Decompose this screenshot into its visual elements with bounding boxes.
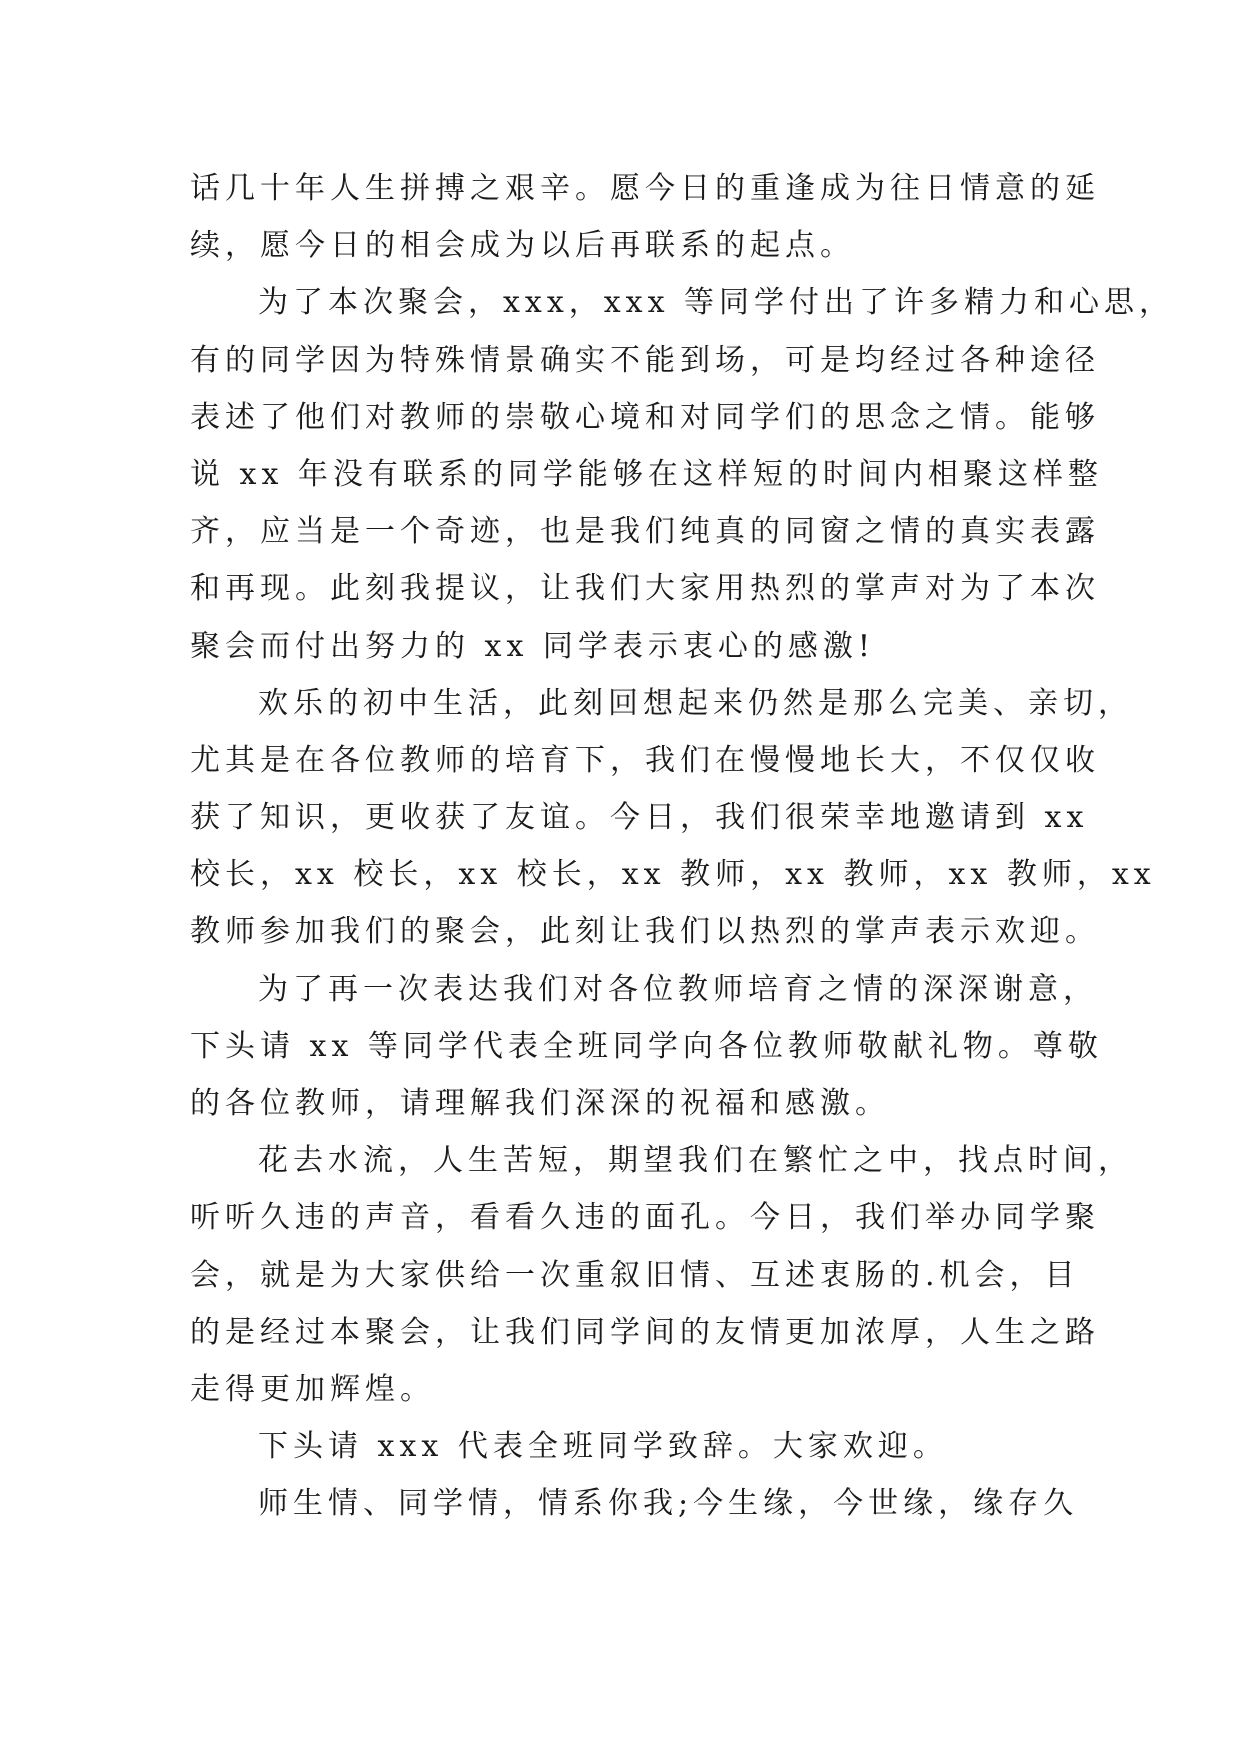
paragraph-start-line: 欢乐的初中生活，此刻回想起来仍然是那么完美、亲切，	[258, 685, 1133, 721]
text-line: 下头请 xx 等同学代表全班同学向各位教师敬献礼物。尊敬	[190, 1028, 1103, 1064]
text-line: 尤其是在各位教师的培育下，我们在慢慢地长大，不仅仅收	[190, 742, 1100, 778]
text-line: 有的同学因为特殊情景确实不能到场，可是均经过各种途径	[190, 342, 1100, 378]
paragraph-start-line: 下头请 xxx 代表全班同学致辞。大家欢迎。	[258, 1429, 948, 1465]
paragraph-start-line: 为了本次聚会，xxx，xxx 等同学付出了许多精力和心思，	[258, 285, 1175, 321]
text-line: 和再现。此刻我提议，让我们大家用热烈的掌声对为了本次	[190, 571, 1100, 607]
text-line: 说 xx 年没有联系的同学能够在这样短的时间内相聚这样整	[190, 456, 1103, 492]
text-line: 聚会而付出努力的 xx 同学表示衷心的感激!	[190, 628, 875, 664]
text-line: 听听久违的声音，看看久违的面孔。今日，我们举办同学聚	[190, 1200, 1100, 1236]
document-body	[190, 160, 1175, 1533]
paragraph-start-line: 花去水流，人生苦短，期望我们在繁忙之中，找点时间，	[258, 1143, 1133, 1179]
text-line: 走得更加辉煌。	[190, 1371, 435, 1407]
paragraph-start-line: 为了再一次表达我们对各位教师培育之情的深深谢意，	[258, 971, 1098, 1007]
text-line: 表述了他们对教师的崇敬心境和对同学们的思念之情。能够	[190, 399, 1100, 435]
text-line: 的各位教师，请理解我们深深的祝福和感激。	[190, 1086, 890, 1121]
text-line: 续，愿今日的相会成为以后再联系的起点。	[190, 228, 855, 264]
text-line: 会，就是为大家供给一次重叙旧情、互述衷肠的.机会，目	[190, 1257, 1080, 1293]
text-line: 校长，xx 校长，xx 校长，xx 教师，xx 教师，xx 教师，xx	[190, 857, 1156, 893]
text-line: 教师参加我们的聚会，此刻让我们以热烈的掌声表示欢迎。	[190, 914, 1100, 950]
paragraph-start-line: 师生情、同学情，情系你我;今生缘，今世缘，缘存久	[258, 1486, 1079, 1522]
text-line: 话几十年人生拼搏之艰辛。愿今日的重逢成为往日情意的延	[190, 171, 1100, 206]
text-line: 获了知识，更收获了友谊。今日，我们很荣幸地邀请到 xx	[190, 800, 1089, 836]
text-line: 齐，应当是一个奇迹，也是我们纯真的同窗之情的真实表露	[190, 514, 1100, 550]
text-line: 的是经过本聚会，让我们同学间的友情更加浓厚，人生之路	[190, 1314, 1100, 1350]
